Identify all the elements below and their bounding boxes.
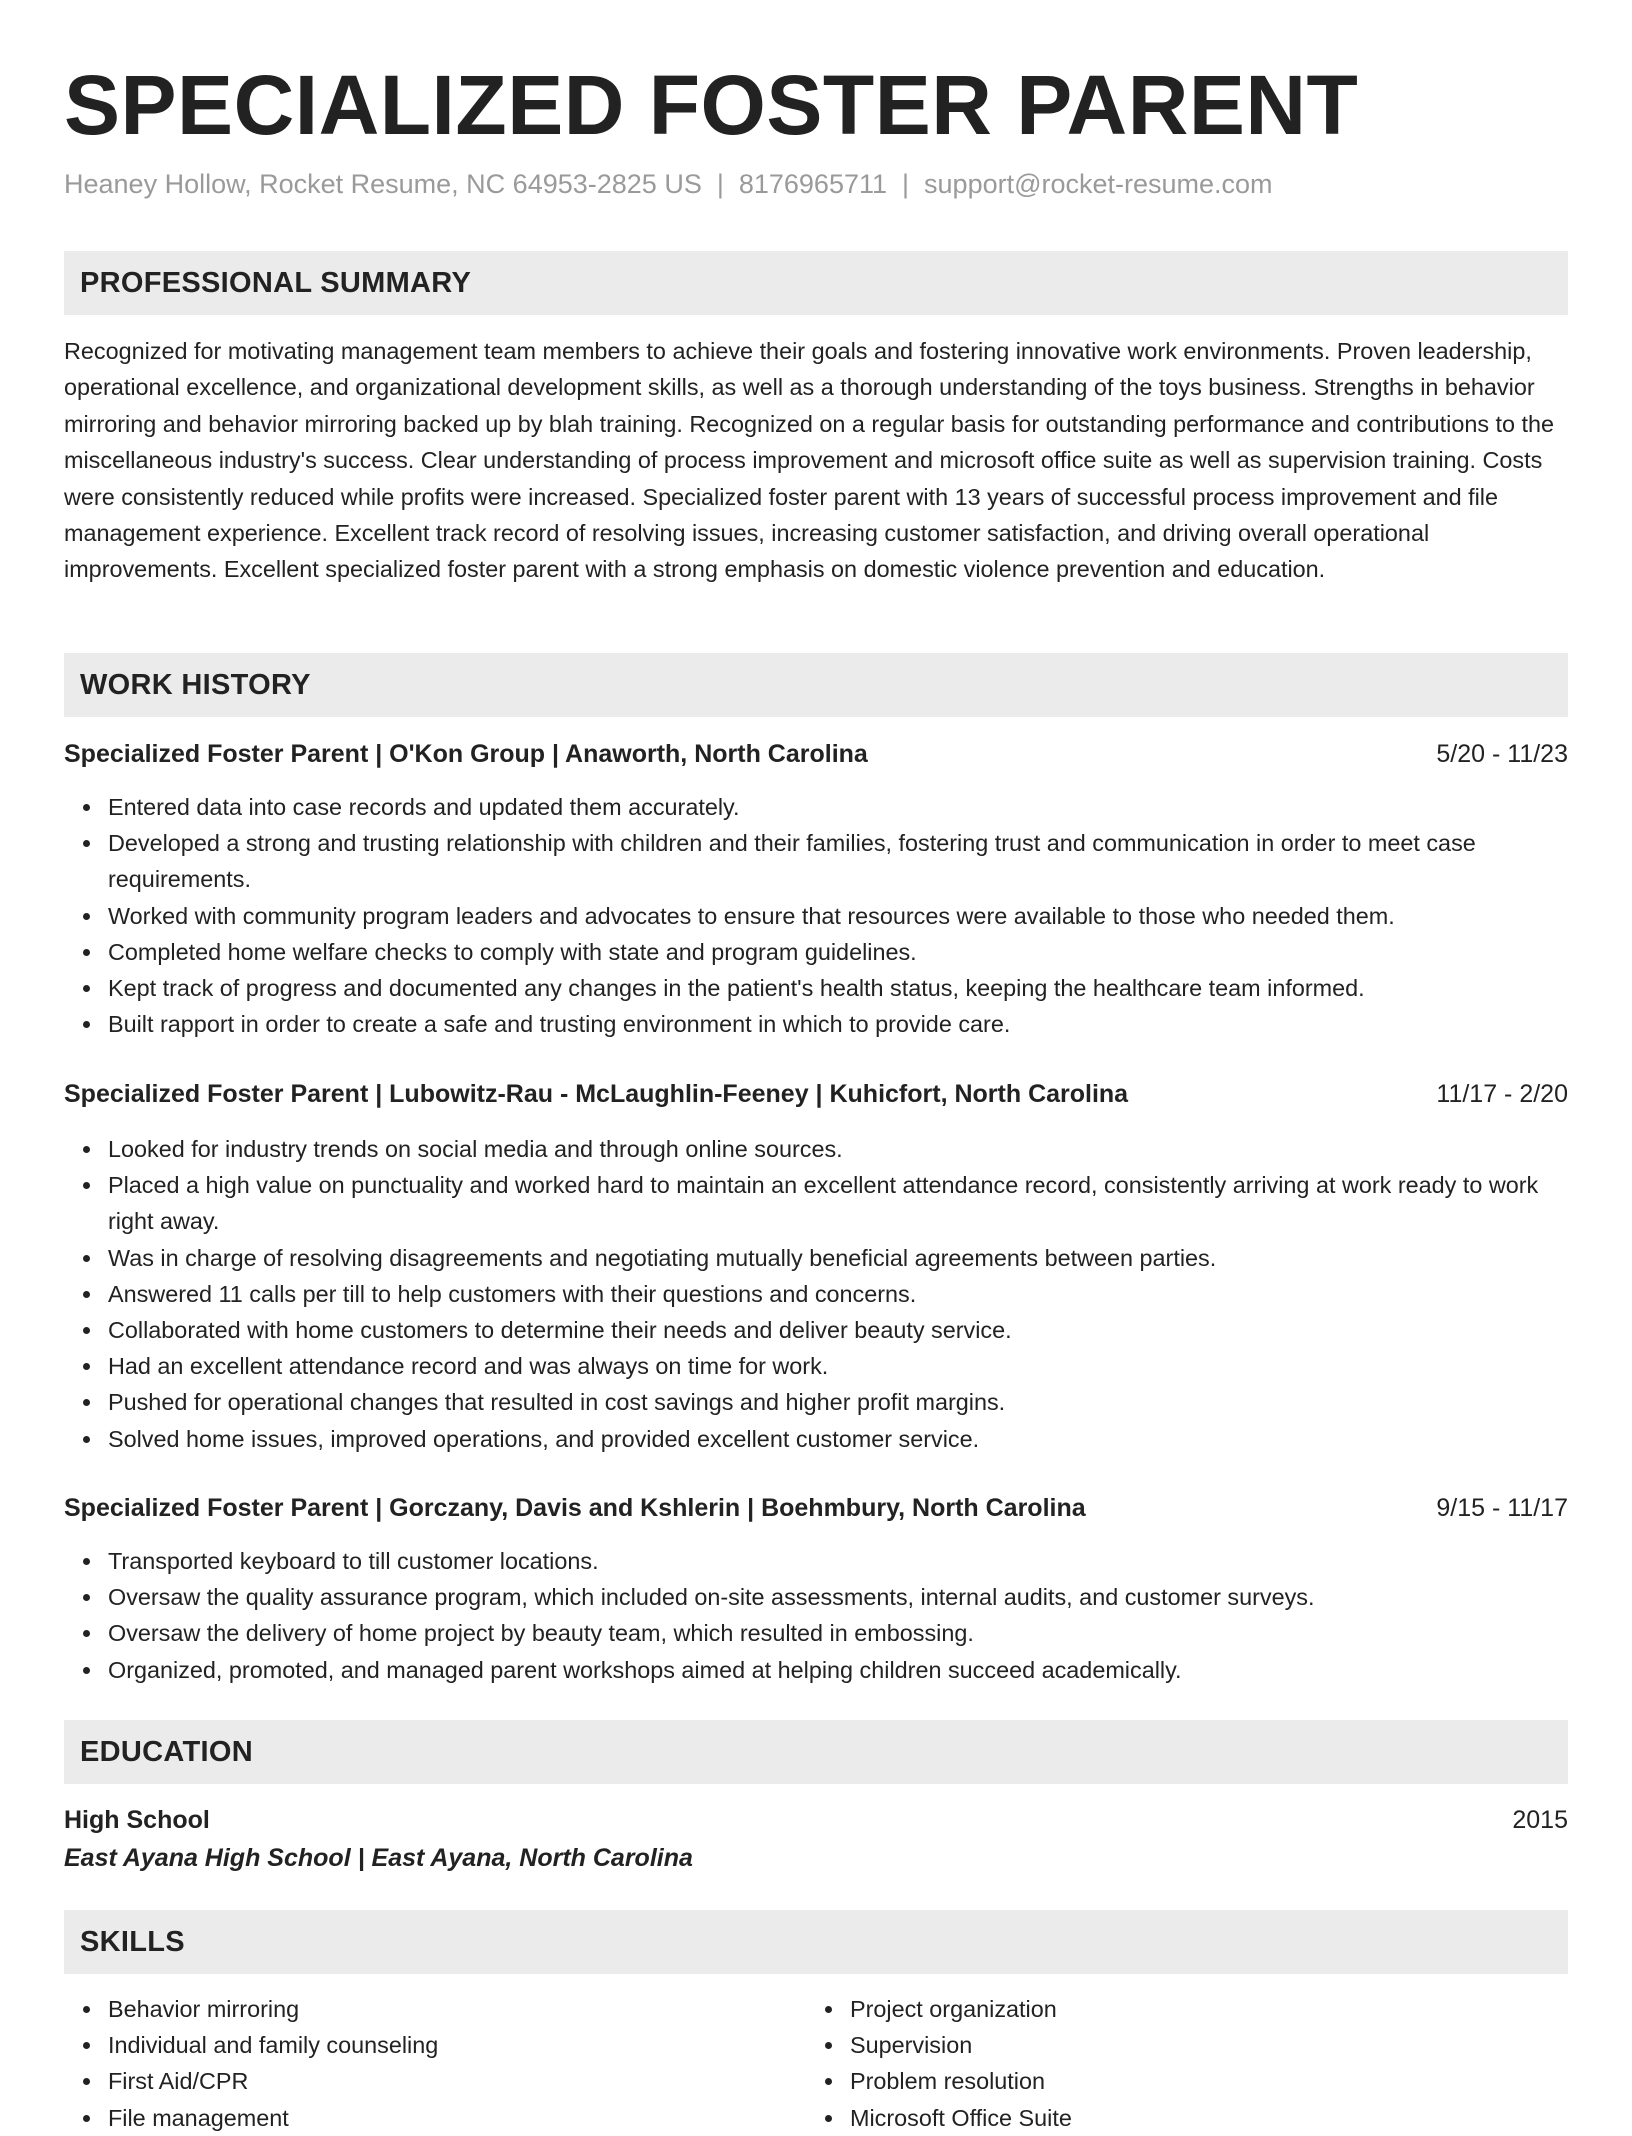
education-year: 2015 <box>1512 1806 1568 1834</box>
skill-item: Microsoft Office Suite <box>850 2100 1632 2136</box>
list-item: Transported keyboard to till customer locations. <box>108 1543 1568 1579</box>
job-bullets <box>64 789 1568 1042</box>
job-title: Specialized Foster Parent | O'Kon Group | Anaworth, North Carolina <box>64 740 868 768</box>
contact-phone: 8176965711 <box>738 169 888 199</box>
list-item: Developed a strong and trusting relationship with children and their families, fostering trust and communication in order to meet case requirements. <box>108 825 1568 897</box>
job-bullets <box>64 1543 1568 1688</box>
list-item: Answered 11 calls per till to help customers with their questions and concerns. <box>108 1276 1568 1312</box>
skill-item: Project organization <box>850 1991 1632 2027</box>
job-header <box>64 736 1568 772</box>
education-school: East Ayana High School | East Ayana, North Carolina <box>64 1844 693 1872</box>
list-item: Completed home welfare checks to comply with state and program guidelines. <box>108 934 1568 970</box>
section-title: EDUCATION <box>80 1736 253 1768</box>
skill-item: Individual and family counseling <box>108 2027 1568 2063</box>
section-title: PROFESSIONAL SUMMARY <box>80 267 472 299</box>
list-item: Placed a high value on punctuality and worked hard to maintain an excellent attendance record, consistently arriving at work ready to work right away. <box>108 1167 1568 1239</box>
summary-text: Recognized for motivating management team members to achieve their goals and fostering innovative work environments. Proven leadership, operational excellence, and organizational development skills, as well as a thorough understanding of the toys business. Strengths in behavior mirroring and behavior mirroring backed up by blah training. Recognized on a regular basis for outstanding performance and contributions to the miscellaneous industry's success. Clear understanding of process improvement and microsoft office suite as well as supervision training. Costs were consistently reduced while profits were increased. Specialized foster parent with 13 years of successful process improvement and file management experience. Excellent track record of resolving issues, increasing customer satisfaction, and driving overall operational improvements. Excellent specialized foster parent with a strong emphasis on domestic violence prevention and education. <box>64 338 1555 583</box>
skill-item: Behavior mirroring <box>108 1991 1568 2027</box>
list-item: Solved home issues, improved operations, and provided excellent customer service. <box>108 1421 1568 1457</box>
list-item: Oversaw the delivery of home project by beauty team, which resulted in embossing. <box>108 1615 1568 1651</box>
education-degree: High School <box>64 1806 210 1834</box>
list-item: Built rapport in order to create a safe and trusting environment in which to provide care. <box>108 1006 1568 1042</box>
list-item: Worked with community program leaders and advocates to ensure that resources were available to those who needed them. <box>108 898 1568 934</box>
section-title: WORK HISTORY <box>80 669 311 701</box>
list-item: Was in charge of resolving disagreements and negotiating mutually beneficial agreements between parties. <box>108 1240 1568 1276</box>
contact-email: support@rocket-resume.com <box>924 169 1273 199</box>
skill-item: Problem resolution <box>850 2063 1632 2099</box>
section-header-summary <box>64 251 1568 315</box>
job-header <box>64 1490 1568 1526</box>
skill-item: First Aid/CPR <box>108 2063 1568 2099</box>
job-title: Specialized Foster Parent | Lubowitz-Rau - McLaughlin-Feeney | Kuhicfort, North Carolina <box>64 1080 1129 1108</box>
job-title: Specialized Foster Parent | Gorczany, Davis and Kshlerin | Boehmbury, North Carolina <box>64 1494 1086 1522</box>
list-item: Looked for industry trends on social media and through online sources. <box>108 1131 1568 1167</box>
job-dates: 5/20 - 11/23 <box>1436 740 1568 768</box>
contact-address: Heaney Hollow, Rocket Resume, NC 64953-2825 US <box>64 169 702 199</box>
list-item: Oversaw the quality assurance program, which included on-site assessments, internal audits, and customer surveys. <box>108 1579 1568 1615</box>
contact-separator: | <box>716 169 724 199</box>
list-item: Collaborated with home customers to determine their needs and deliver beauty service. <box>108 1312 1568 1348</box>
section-header-work-history <box>64 653 1568 717</box>
job-dates: 11/17 - 2/20 <box>1436 1080 1568 1108</box>
section-title: SKILLS <box>80 1926 185 1958</box>
section-header-skills <box>64 1910 1568 1974</box>
skills-list-right <box>806 1991 1632 2136</box>
contact-separator: | <box>902 169 910 199</box>
skill-item: Supervision <box>850 2027 1632 2063</box>
list-item: Had an excellent attendance record and was always on time for work. <box>108 1348 1568 1384</box>
resume-name: SPECIALIZED FOSTER PARENT <box>64 58 1359 152</box>
job-dates: 9/15 - 11/17 <box>1436 1494 1568 1522</box>
list-item: Organized, promoted, and managed parent workshops aimed at helping children succeed academically. <box>108 1652 1568 1688</box>
job-bullets <box>64 1131 1568 1457</box>
list-item: Entered data into case records and updated them accurately. <box>108 789 1568 825</box>
section-header-education <box>64 1720 1568 1784</box>
job-header <box>64 1076 1568 1112</box>
contact-line <box>64 166 1273 202</box>
list-item: Kept track of progress and documented any changes in the patient's health status, keeping the healthcare team informed. <box>108 970 1568 1006</box>
list-item: Pushed for operational changes that resulted in cost savings and higher profit margins. <box>108 1384 1568 1420</box>
skill-item: File management <box>108 2100 1568 2136</box>
